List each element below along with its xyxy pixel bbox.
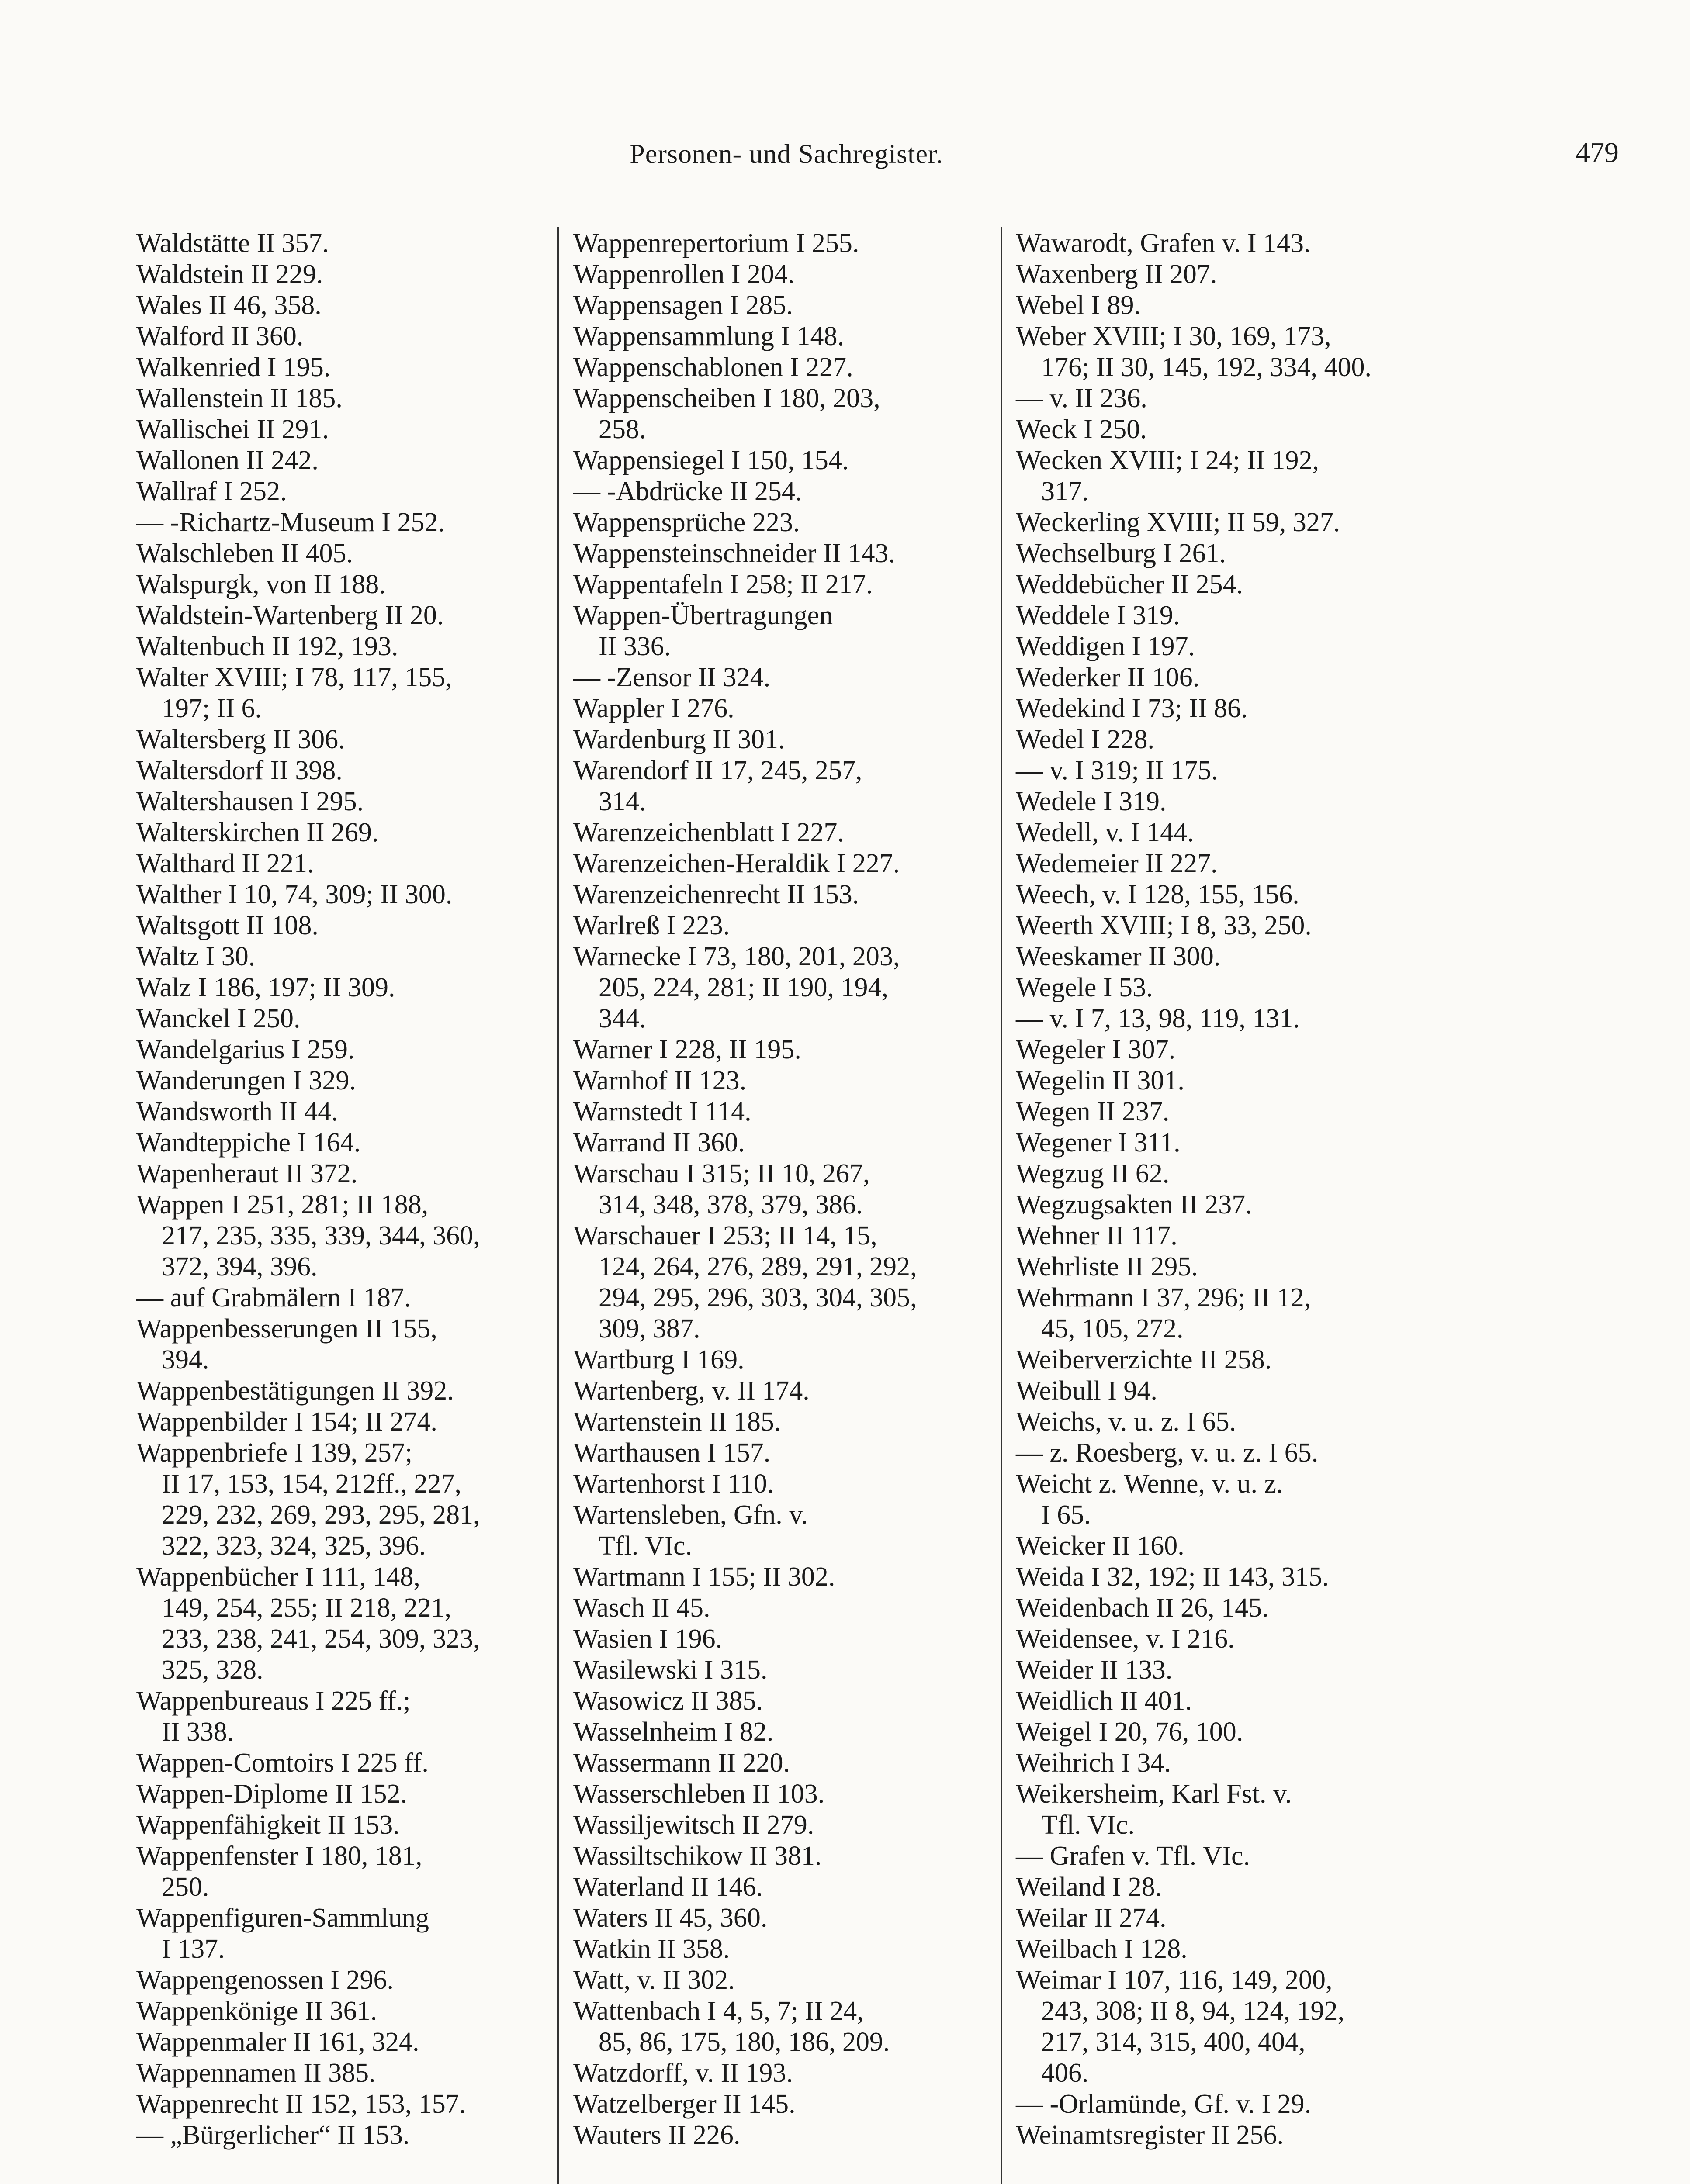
index-entry: Wappenrecht II 152, 153, 157.: [136, 2089, 466, 2119]
index-entry: Warschau I 315; II 10, 267,: [573, 1159, 870, 1189]
index-entry: Waltershausen I 295.: [136, 787, 364, 816]
index-entry-continuation: 294, 295, 296, 303, 304, 305,: [599, 1283, 917, 1313]
index-entry-continuation: 176; II 30, 145, 192, 334, 400.: [1041, 352, 1372, 382]
index-entry: Wappenkönige II 361.: [136, 1996, 377, 2026]
index-entry: Weilbach I 128.: [1016, 1934, 1188, 1964]
index-entry: Wappenfiguren-Sammlung: [136, 1903, 429, 1933]
index-entry: Waters II 45, 360.: [573, 1903, 768, 1933]
index-entry: Wegzugsakten II 237.: [1016, 1190, 1252, 1220]
index-entry: Weerth XVIII; I 8, 33, 250.: [1016, 911, 1312, 940]
index-entry: Wallraf I 252.: [136, 477, 287, 506]
index-entry: Weiberverzichte II 258.: [1016, 1345, 1272, 1375]
index-entry: Waldstein II 229.: [136, 259, 323, 289]
index-entry: Weddele I 319.: [1016, 601, 1180, 630]
index-entry: Wanckel I 250.: [136, 1004, 301, 1033]
index-entry: Weimar I 107, 116, 149, 200,: [1016, 1965, 1333, 1995]
index-entry: Wegener I 311.: [1016, 1128, 1181, 1158]
index-entry: Wappenmaler II 161, 324.: [136, 2027, 419, 2057]
index-entry-continuation: Tfl. VIc.: [1041, 1810, 1135, 1840]
index-entry: Wegen II 237.: [1016, 1097, 1170, 1127]
index-entry: Wegeler I 307.: [1016, 1035, 1176, 1064]
index-entry-continuation: 322, 323, 324, 325, 396.: [162, 1531, 426, 1561]
index-column-3: [1016, 228, 1453, 2151]
index-entry: Waltsgott II 108.: [136, 911, 319, 940]
index-entry-continuation: 314, 348, 378, 379, 386.: [599, 1190, 863, 1220]
column-divider: [557, 227, 559, 2184]
index-entry: Weber XVIII; I 30, 169, 173,: [1016, 321, 1331, 351]
index-entry: Watt, v. II 302.: [573, 1965, 735, 1995]
index-entry: Wappenbilder I 154; II 274.: [136, 1407, 437, 1437]
index-entry: Wasserschleben II 103.: [573, 1779, 825, 1809]
index-entry: Walz I 186, 197; II 309.: [136, 973, 395, 1002]
index-entry: — auf Grabmälern I 187.: [136, 1283, 411, 1313]
index-entry: Wartenstein II 185.: [573, 1407, 781, 1437]
index-entry: Walther I 10, 74, 309; II 300.: [136, 880, 453, 909]
index-entry: Weeskamer II 300.: [1016, 942, 1221, 971]
index-entry-continuation: 406.: [1041, 2058, 1089, 2088]
index-entry: — -Richartz-Museum I 252.: [136, 508, 445, 537]
index-entry: — v. I 319; II 175.: [1016, 756, 1218, 785]
index-entry-continuation: II 17, 153, 154, 212ff., 227,: [162, 1469, 461, 1499]
index-entry: Weibull I 94.: [1016, 1376, 1157, 1406]
running-title: Personen- und Sachregister.: [630, 139, 943, 169]
index-entry: Weider II 133.: [1016, 1655, 1173, 1685]
index-entry: Wartensleben, Gfn. v.: [573, 1500, 808, 1530]
index-entry: Wasilewski I 315.: [573, 1655, 768, 1685]
index-entry: Walkenried I 195.: [136, 352, 331, 382]
index-entry: Weidensee, v. I 216.: [1016, 1624, 1235, 1654]
index-entry-continuation: 250.: [162, 1872, 209, 1902]
index-entry: Wappen-Comtoirs I 225 ff.: [136, 1748, 429, 1778]
index-entry: Wappler I 276.: [573, 694, 734, 723]
index-entry: Walter XVIII; I 78, 117, 155,: [136, 663, 452, 692]
index-entry: Wappenbücher I 111, 148,: [136, 1562, 420, 1592]
index-entry: Wasien I 196.: [573, 1624, 723, 1654]
index-entry: Wallonen II 242.: [136, 446, 319, 475]
index-entry: Wartmann I 155; II 302.: [573, 1562, 835, 1592]
index-entry: Walford II 360.: [136, 321, 304, 351]
index-entry: Warnecke I 73, 180, 201, 203,: [573, 942, 900, 971]
index-entry-continuation: 258.: [599, 415, 646, 444]
index-entry: Weckerling XVIII; II 59, 327.: [1016, 508, 1340, 537]
index-entry: — z. Roesberg, v. u. z. I 65.: [1016, 1438, 1319, 1468]
index-entry: Weidlich II 401.: [1016, 1686, 1192, 1716]
index-entry: Waldstätte II 357.: [136, 228, 329, 258]
index-entry: Wappengenossen I 296.: [136, 1965, 394, 1995]
index-entry-continuation: 344.: [599, 1004, 646, 1033]
index-entry: Waltenbuch II 192, 193.: [136, 632, 398, 661]
index-entry-continuation: 314.: [599, 787, 646, 816]
index-entry: Wappenrollen I 204.: [573, 259, 795, 289]
index-entry: Wartenhorst I 110.: [573, 1469, 774, 1499]
index-entry: Wappenbestätigungen II 392.: [136, 1376, 454, 1406]
index-entry: Wassermann II 220.: [573, 1748, 790, 1778]
index-entry: Wallischei II 291.: [136, 415, 329, 444]
index-entry: Wappensprüche 223.: [573, 508, 800, 537]
index-entry: Warner I 228, II 195.: [573, 1035, 801, 1064]
index-entry: Walspurgk, von II 188.: [136, 570, 386, 599]
index-entry: Weida I 32, 192; II 143, 315.: [1016, 1562, 1329, 1592]
index-entry: — -Zensor II 324.: [573, 663, 771, 692]
index-entry: Warthausen I 157.: [573, 1438, 771, 1468]
index-entry: Watkin II 358.: [573, 1934, 730, 1964]
index-entry: Weck I 250.: [1016, 415, 1147, 444]
index-entry: Watzelberger II 145.: [573, 2089, 796, 2119]
index-entry: Wauters II 226.: [573, 2120, 741, 2150]
index-entry: Warrand II 360.: [573, 1128, 745, 1158]
index-entry: Wappensiegel I 150, 154.: [573, 446, 849, 475]
index-entry: Warlreß I 223.: [573, 911, 730, 940]
index-entry: Weech, v. I 128, 155, 156.: [1016, 880, 1299, 909]
column-divider: [1001, 227, 1002, 2184]
page-number: 479: [1576, 137, 1619, 169]
index-entry: Warenzeichenblatt I 227.: [573, 818, 844, 847]
index-entry: Weiland I 28.: [1016, 1872, 1162, 1902]
index-entry: Weicker II 160.: [1016, 1531, 1184, 1561]
index-entry-continuation: II 336.: [599, 632, 671, 661]
index-entry: Wartenberg, v. II 174.: [573, 1376, 810, 1406]
index-entry: Wappenbureaus I 225 ff.;: [136, 1686, 411, 1716]
index-entry-continuation: I 137.: [162, 1934, 225, 1964]
index-entry: Wedekind I 73; II 86.: [1016, 694, 1248, 723]
index-entry: Waltersdorf II 398.: [136, 756, 343, 785]
index-column-2: [573, 228, 993, 2151]
index-entry: Warenzeichenrecht II 153.: [573, 880, 859, 909]
index-entry-continuation: 394.: [162, 1345, 209, 1375]
index-entry: Warenzeichen-Heraldik I 227.: [573, 849, 900, 878]
index-entry: — v. I 7, 13, 98, 119, 131.: [1016, 1004, 1300, 1033]
index-entry: Wappenscheiben I 180, 203,: [573, 384, 880, 413]
index-entry: Wegele I 53.: [1016, 973, 1153, 1002]
index-entry: — -Abdrücke II 254.: [573, 477, 802, 506]
index-entry: Waltersberg II 306.: [136, 725, 345, 754]
index-entry: Wehrmann I 37, 296; II 12,: [1016, 1283, 1311, 1313]
index-entry: Warschauer I 253; II 14, 15,: [573, 1221, 877, 1251]
index-entry-continuation: 243, 308; II 8, 94, 124, 192,: [1041, 1996, 1345, 2026]
index-column-1: [136, 228, 547, 2151]
index-entry-continuation: II 338.: [162, 1717, 234, 1747]
index-entry: Weikersheim, Karl Fst. v.: [1016, 1779, 1292, 1809]
index-entry: Wappentafeln I 258; II 217.: [573, 570, 873, 599]
index-entry: Wappenschablonen I 227.: [573, 352, 853, 382]
index-entry: Wedell, v. I 144.: [1016, 818, 1194, 847]
index-entry: Wehner II 117.: [1016, 1221, 1177, 1251]
index-entry: Weigel I 20, 76, 100.: [1016, 1717, 1243, 1747]
index-entry: Wasowicz II 385.: [573, 1686, 763, 1716]
index-entry: Warnstedt I 114.: [573, 1097, 751, 1127]
index-entry: Wasch II 45.: [573, 1593, 710, 1623]
index-entry: Wappenfähigkeit II 153.: [136, 1810, 400, 1840]
index-entry: Wappenrepertorium I 255.: [573, 228, 859, 258]
index-entry: Waltz I 30.: [136, 942, 256, 971]
index-entry: Wegzug II 62.: [1016, 1159, 1170, 1189]
index-entry-continuation: 205, 224, 281; II 190, 194,: [599, 973, 889, 1002]
index-entry: — „Bürgerlicher“ II 153.: [136, 2120, 410, 2150]
index-entry: Wegelin II 301.: [1016, 1066, 1184, 1095]
index-entry: Wappennamen II 385.: [136, 2058, 376, 2088]
index-entry: Wappen I 251, 281; II 188,: [136, 1190, 429, 1220]
index-entry-continuation: 325, 328.: [162, 1655, 263, 1685]
index-entry: Weinamtsregister II 256.: [1016, 2120, 1284, 2150]
index-entry: Walterskirchen II 269.: [136, 818, 379, 847]
index-entry: Wappenbesserungen II 155,: [136, 1314, 437, 1344]
index-entry: Wanderungen I 329.: [136, 1066, 356, 1095]
index-entry: Wartburg I 169.: [573, 1345, 745, 1375]
index-entry: Wappen-Übertragungen: [573, 601, 833, 630]
index-entry-continuation: 317.: [1041, 477, 1089, 506]
index-entry: Wappensagen I 285.: [573, 290, 793, 320]
index-entry-continuation: 85, 86, 175, 180, 186, 209.: [599, 2027, 890, 2057]
index-entry: Weihrich I 34.: [1016, 1748, 1171, 1778]
index-entry: Weilar II 274.: [1016, 1903, 1167, 1933]
index-entry: Wechselburg I 261.: [1016, 539, 1226, 568]
index-entry: Wandteppiche I 164.: [136, 1128, 361, 1158]
index-entry: Wassiltschikow II 381.: [573, 1841, 822, 1871]
index-entry: Weichs, v. u. z. I 65.: [1016, 1407, 1236, 1437]
index-entry: Wedel I 228.: [1016, 725, 1154, 754]
index-entry: Weicht z. Wenne, v. u. z.: [1016, 1469, 1283, 1499]
index-entry-continuation: 229, 232, 269, 293, 295, 281,: [162, 1500, 480, 1530]
index-entry: Waterland II 146.: [573, 1872, 763, 1902]
index-entry-continuation: 45, 105, 272.: [1041, 1314, 1184, 1344]
index-entry: — Grafen v. Tfl. VIc.: [1016, 1841, 1250, 1871]
index-entry: Wehrliste II 295.: [1016, 1252, 1198, 1282]
index-entry: Wales II 46, 358.: [136, 290, 322, 320]
index-entry: — -Orlamünde, Gf. v. I 29.: [1016, 2089, 1312, 2119]
index-entry: Walthard II 221.: [136, 849, 314, 878]
index-entry: Wecken XVIII; I 24; II 192,: [1016, 446, 1319, 475]
index-entry: Wapenheraut II 372.: [136, 1159, 358, 1189]
index-entry: Watzdorff, v. II 193.: [573, 2058, 793, 2088]
index-entry-continuation: 197; II 6.: [162, 694, 262, 723]
index-entry-continuation: 233, 238, 241, 254, 309, 323,: [162, 1624, 480, 1654]
index-entry: Wattenbach I 4, 5, 7; II 24,: [573, 1996, 864, 2026]
index-entry: Weddigen I 197.: [1016, 632, 1195, 661]
index-entry: Warendorf II 17, 245, 257,: [573, 756, 862, 785]
index-entry: Wallenstein II 185.: [136, 384, 343, 413]
index-entry: Warnhof II 123.: [573, 1066, 747, 1095]
index-entry: Weidenbach II 26, 145.: [1016, 1593, 1269, 1623]
index-entry: Waxenberg II 207.: [1016, 259, 1217, 289]
index-entry: Wandelgarius I 259.: [136, 1035, 355, 1064]
index-entry: Wasselnheim I 82.: [573, 1717, 774, 1747]
index-entry-continuation: 372, 394, 396.: [162, 1252, 318, 1282]
index-entry: Waldstein-Wartenberg II 20.: [136, 601, 444, 630]
index-entry: Walschleben II 405.: [136, 539, 353, 568]
index-entry: Wappenfenster I 180, 181,: [136, 1841, 422, 1871]
index-entry-continuation: 217, 235, 335, 339, 344, 360,: [162, 1221, 480, 1251]
index-entry-continuation: 309, 387.: [599, 1314, 700, 1344]
index-entry-continuation: 149, 254, 255; II 218, 221,: [162, 1593, 452, 1623]
index-entry: Wappensammlung I 148.: [573, 321, 845, 351]
index-entry: Wappen-Diplome II 152.: [136, 1779, 407, 1809]
index-entry: Wassiljewitsch II 279.: [573, 1810, 814, 1840]
index-entry: — v. II 236.: [1016, 384, 1147, 413]
index-entry: Wappenbriefe I 139, 257;: [136, 1438, 413, 1468]
index-entry: Wappensteinschneider II 143.: [573, 539, 896, 568]
index-entry: Wardenburg II 301.: [573, 725, 785, 754]
index-entry: Webel I 89.: [1016, 290, 1141, 320]
index-entry-continuation: I 65.: [1041, 1500, 1091, 1530]
index-entry: Wandsworth II 44.: [136, 1097, 338, 1127]
index-entry: Wedemeier II 227.: [1016, 849, 1218, 878]
index-entry: Wawarodt, Grafen v. I 143.: [1016, 228, 1311, 258]
index-entry-continuation: 217, 314, 315, 400, 404,: [1041, 2027, 1306, 2057]
index-entry: Wedele I 319.: [1016, 787, 1167, 816]
index-entry-continuation: 124, 264, 276, 289, 291, 292,: [599, 1252, 917, 1282]
index-entry: Weddebücher II 254.: [1016, 570, 1243, 599]
index-entry: Wederker II 106.: [1016, 663, 1200, 692]
index-entry-continuation: Tfl. VIc.: [599, 1531, 693, 1561]
